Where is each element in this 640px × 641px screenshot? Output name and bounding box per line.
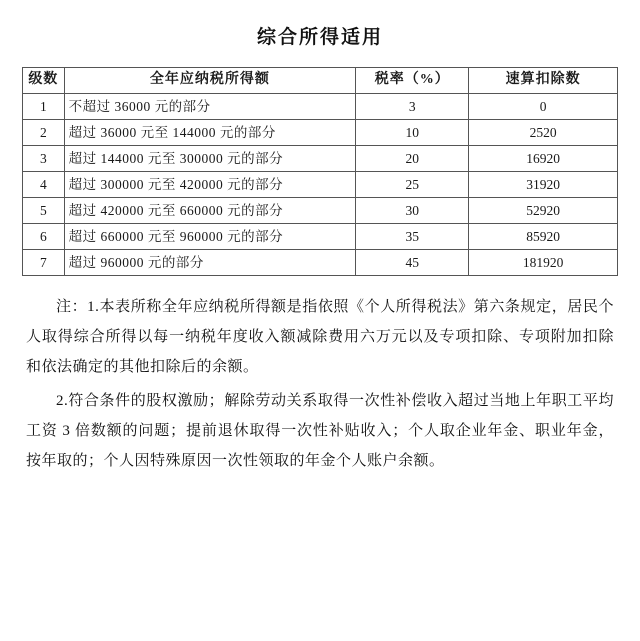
cell-rate: 10 xyxy=(356,120,469,146)
cell-deduction: 85920 xyxy=(469,224,618,250)
cell-rate: 45 xyxy=(356,250,469,276)
table-row xyxy=(23,250,618,276)
table-header-row xyxy=(23,68,618,94)
table-row xyxy=(23,224,618,250)
cell-rate: 35 xyxy=(356,224,469,250)
cell-range: 超过 960000 元的部分 xyxy=(64,250,356,276)
cell-rate: 3 xyxy=(356,94,469,120)
cell-level: 7 xyxy=(23,250,65,276)
cell-rate: 30 xyxy=(356,198,469,224)
cell-range: 超过 660000 元至 960000 元的部分 xyxy=(64,224,356,250)
cell-deduction: 0 xyxy=(469,94,618,120)
page-title: 综合所得适用 xyxy=(256,27,383,48)
cell-deduction: 52920 xyxy=(469,198,618,224)
cell-range: 超过 144000 元至 300000 元的部分 xyxy=(64,146,356,172)
cell-level: 3 xyxy=(23,146,65,172)
table-row xyxy=(23,198,618,224)
cell-rate: 20 xyxy=(356,146,469,172)
column-header-quick-deduction: 速算扣除数 xyxy=(469,68,618,94)
cell-level: 6 xyxy=(23,224,65,250)
cell-deduction: 16920 xyxy=(469,146,618,172)
table-row xyxy=(23,172,618,198)
cell-level: 1 xyxy=(23,94,65,120)
table-header xyxy=(23,68,618,94)
tax-table-container xyxy=(0,67,640,276)
tax-rate-table xyxy=(22,67,618,276)
cell-range: 超过 36000 元至 144000 元的部分 xyxy=(64,120,356,146)
cell-range: 不超过 36000 元的部分 xyxy=(64,94,356,120)
table-row xyxy=(23,120,618,146)
table-row xyxy=(23,94,618,120)
column-header-level: 级数 xyxy=(23,68,65,94)
cell-level: 2 xyxy=(23,120,65,146)
note-paragraph-1: 注：1.本表所称全年应纳税所得额是指依照《个人所得税法》第六条规定，居民个人取得综合所得以每一纳税年度收入额减除费用六万元以及专项扣除、专项附加扣除和依法确定的其他扣除后的余额。 xyxy=(26,299,614,375)
cell-rate: 25 xyxy=(356,172,469,198)
cell-level: 4 xyxy=(23,172,65,198)
cell-deduction: 181920 xyxy=(469,250,618,276)
note-paragraph-2: 2.符合条件的股权激励；解除劳动关系取得一次性补偿收入超过当地上年职工平均工资 3 倍数额的问题；提前退休取得一次性补贴收入；个人取企业年金、职业年金，按年取的；个人因特殊原因一次性领取的年金个人账户余额。 xyxy=(26,393,614,469)
cell-range: 超过 300000 元至 420000 元的部分 xyxy=(64,172,356,198)
cell-level: 5 xyxy=(23,198,65,224)
column-header-taxable-income: 全年应纳税所得额 xyxy=(64,68,356,94)
table-body xyxy=(23,94,618,276)
column-header-rate: 税率（%） xyxy=(356,68,469,94)
cell-deduction: 31920 xyxy=(469,172,618,198)
cell-deduction: 2520 xyxy=(469,120,618,146)
cell-range: 超过 420000 元至 660000 元的部分 xyxy=(64,198,356,224)
notes-section xyxy=(0,276,640,476)
table-row xyxy=(23,146,618,172)
